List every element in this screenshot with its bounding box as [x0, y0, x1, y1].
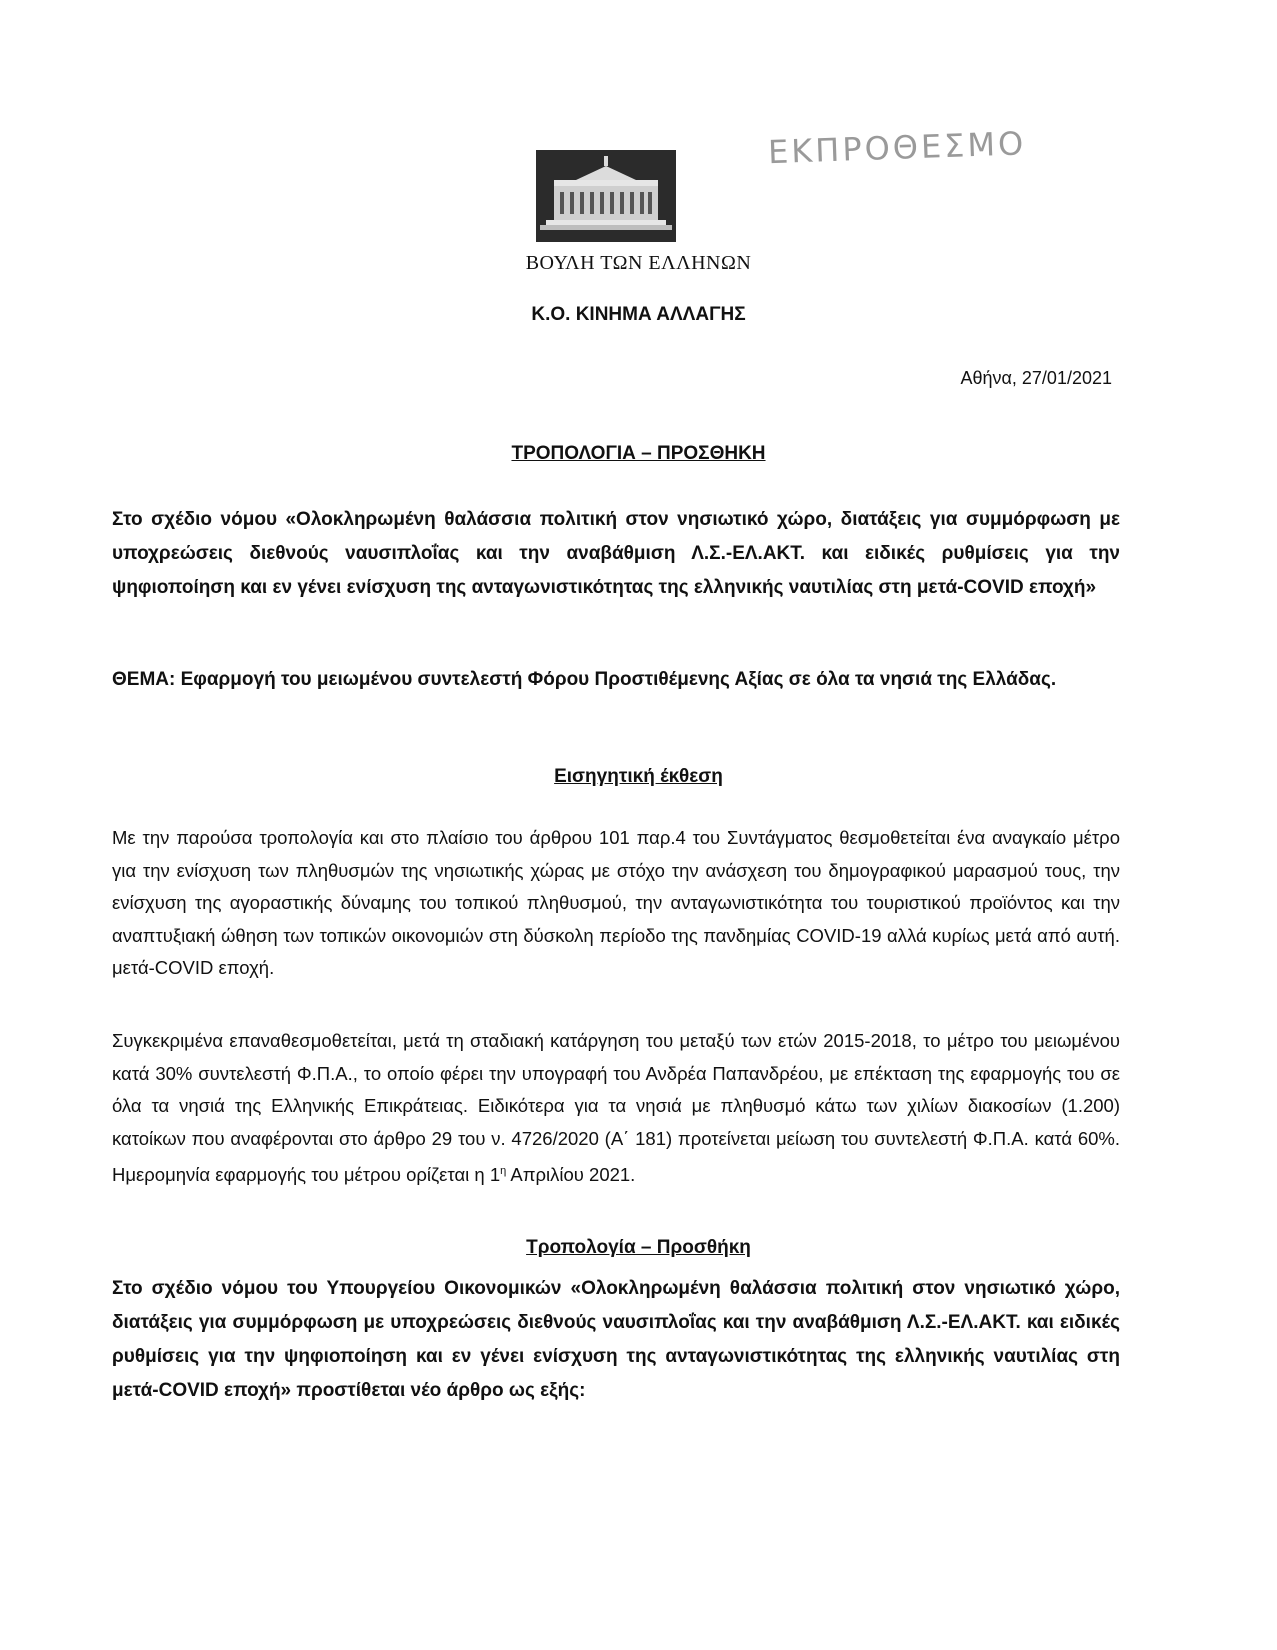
- document-date: Αθήνα, 27/01/2021: [960, 368, 1112, 388]
- subject-paragraph: ΘΕΜΑ: Εφαρμογή του μειωμένου συντελεστή Φόρου Προστιθέμενης Αξίας σε όλα τα νησιά της Ελλάδας.: [112, 669, 1057, 690]
- report-paragraph-1: Με την παρούσα τροπολογία και στο πλαίσιο του άρθρου 101 παρ.4 του Συντάγματος θεσμοθετείται ένα αναγκαίο μέτρο για την ενίσχυση των πληθυσμών της νησιωτικής χώρας με στόχο την ανάσχεση του δημογραφικού μαρασμού τους, την ενίσχυση της αγοραστικής δύναμης του τοπικού πληθυσμού, την ανταγωνιστικότητα του τουριστικού προϊόντος και την αναπτυξιακή ώθηση των τοπικών οικονομιών στη δύσκολη περίοδο της πανδημίας COVID-19 αλλά κυρίως μετά από αυτή. μετά-COVID εποχή.: [112, 827, 1120, 978]
- heading-amendment-addition: ΤΡΟΠΟΛΟΓΙΑ – ΠΡΟΣΘΗΚΗ: [511, 443, 766, 464]
- bill-intro-paragraph: Στο σχέδιο νόμου «Ολοκληρωμένη θαλάσσια πολιτική στον νησιωτικό χώρο, διατάξεις για συμμόρφωση με υποχρεώσεις διεθνούς ναυσιπλοΐας και την αναβάθμιση Λ.Σ.-ΕΛ.ΑΚΤ. και ειδικές ρυθμίσεις για την ψηφιοποίηση και εν γένει ενίσχυση της ανταγωνιστικότητας της ελληνικής ναυτιλίας στη μετά-COVID εποχή»: [112, 509, 1120, 598]
- amendment-paragraph: Στο σχέδιο νόμου του Υπουργείου Οικονομικών «Ολοκληρωμένη θαλάσσια πολιτική στον νησιωτικό χώρο, διατάξεις για συμμόρφωση με υποχρεώσεις διεθνούς ναυσιπλοΐας και την αναβάθμιση Λ.Σ.-ΕΛ.ΑΚΤ. και ειδικές ρυθμίσεις για την ψηφιοποίηση και εν γένει ενίσχυση της ανταγωνιστικότητας της ελληνικής ναυτιλίας στη μετά-COVID εποχή» προστίθεται νέο άρθρο ως εξής:: [112, 1278, 1120, 1401]
- heading-amendment: Τροπολογία – Προσθήκη: [526, 1237, 751, 1258]
- report-paragraph-2-text: Συγκεκριμένα επαναθεσμοθετείται, μετά τη σταδιακή κατάργηση του μεταξύ των ετών 2015-2018, το μέτρο του μειωμένου κατά 30% συντελεστή Φ.Π.Α., το οποίο φέρει την υπογραφή του Ανδρέα Παπανδρέου, με επέκταση της εφαρμογής του σε όλα τα νησιά της Ελληνικής Επικράτειας. Ειδικότερα για τα νησιά με πληθυσμό κάτω των χιλίων διακοσίων (1.200) κατοίκων που αναφέρονται στο άρθρο 29 του ν. 4726/2020 (Α΄ 181) προτείνεται μείωση του συντελεστή Φ.Π.Α. κατά 60%. Ημερομηνία εφαρμογής του μέτρου ορίζεται η 1: [112, 1030, 1120, 1186]
- parliament-name: ΒΟΥΛΗ ΤΩΝ ΕΛΛΗΝΩΝ: [525, 252, 752, 274]
- late-submission-stamp: ΕΚΠΡΟΘΕΣΜΟ: [767, 124, 1027, 172]
- report-paragraph-2: [112, 1025, 1120, 1192]
- parliament-building-emblem: [536, 150, 676, 242]
- party-name: Κ.Ο. ΚΙΝΗΜΑ ΑΛΛΑΓΗΣ: [531, 304, 746, 325]
- ordinal-superscript: η: [500, 1165, 507, 1177]
- report-paragraph-2-end: Απριλίου 2021.: [506, 1164, 636, 1186]
- heading-explanatory-report: Εισηγητική έκθεση: [554, 766, 723, 787]
